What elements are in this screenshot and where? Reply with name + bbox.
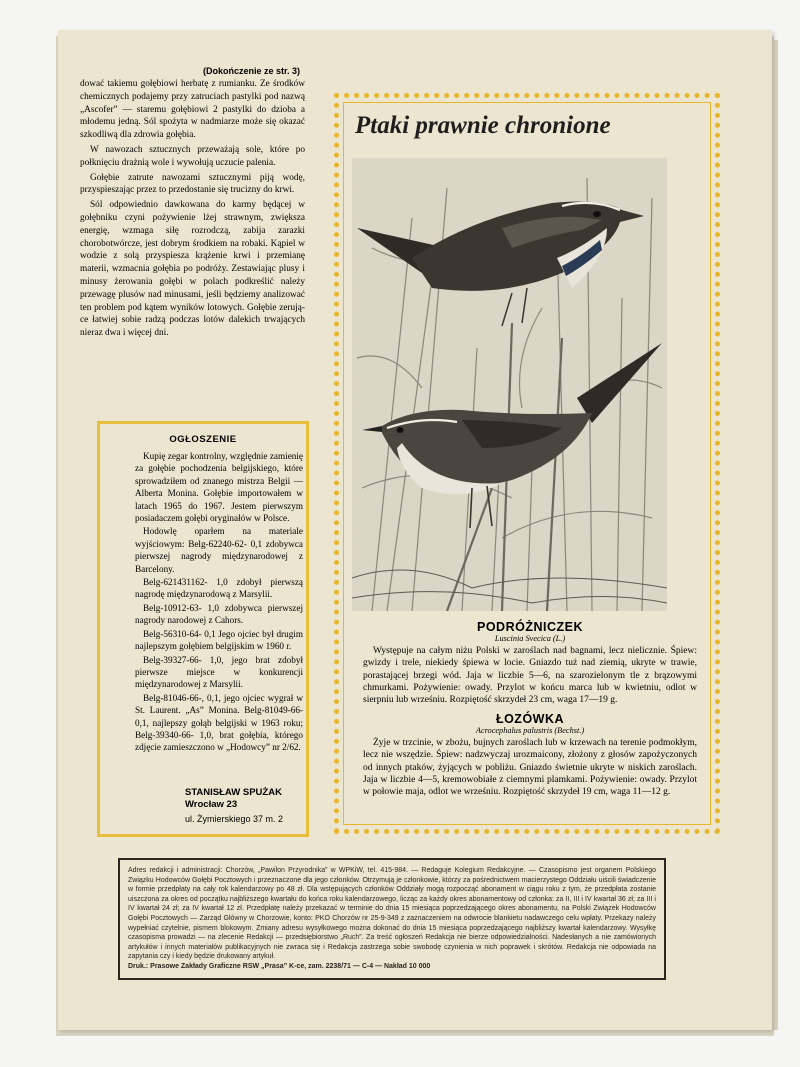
advertisement-paragraph: Belg-621431162- 1,0 zdobył pierwszą nagrodę międzynarodową z Marsylii. <box>135 577 303 600</box>
advertisement-paragraph: Belg-56310-64- 0,1 Jego ojciec był drugim najlepszym gołębiem belgijskim w 1960 r. <box>135 628 303 652</box>
species-name: ŁOZÓWKA <box>495 712 565 726</box>
advertisement-box <box>97 421 309 837</box>
advertisement-paragraph: Belg-81046-66-, 0,1, jego ojciec wygrał w St. Laurent. „As” Monina. Belg-81049-66- 0,1, najlepszy gołąb belgijski w 1963 roku; Belg-39340-66- 1,0, brat gołębia, którego zdjęcie zamieszczono w „Hodowcy” nr 2/62. <box>135 692 303 753</box>
advertisement-paragraph: Hodowlę oparłem na materiale wyjściowym: Belg-62240-62- 0,1 zdobywca pierwszej nagrody międzynarodowej z Barcelony. <box>135 526 303 574</box>
species-podrozniczek <box>363 620 697 706</box>
imprint-print-line: Druk.: Prasowe Zakłady Graficzne RSW „Prasa” K-ce, zam. 2238/71 — C-4 — Nakład 10 000 <box>128 962 431 970</box>
birds-illustration <box>352 158 667 611</box>
species-description: Występuje na całym niżu Polski w zaroślach nad bagnami, lecz nielicznie. Śpiew: gwizdy i trele, niekiedy śpiewa w locie. Gniazdo tuż nad ziemią, ukryte w trawie, porastającej brzegi wód. Jaja w liczbie 5—6, na szarozielonym tle z brązowymi chmurkami. Pożywienie: owady. Przylot w końcu marca lub w kwietniu, odlot w sierpniu lub wrześniu. Rozpiętość skrzydeł 23 cm, waga 17—19 g. <box>363 646 697 706</box>
article-text <box>80 78 305 342</box>
advertiser-city: Wrocław 23 <box>185 799 238 810</box>
advertisement-paragraph: Belg-39327-66- 1,0, jego brat zdobył pierwsze miejsce w konkurencji międzynarodowej z Marsylii. <box>135 654 303 690</box>
advertisement-title: OGŁOSZENIE <box>169 434 237 445</box>
next-page-edge <box>772 40 778 1030</box>
protected-birds-title: Ptaki prawnie chronione <box>355 112 611 139</box>
advertiser-signature <box>185 787 305 811</box>
advertisement-paragraph: Kupię zegar kontrolny, względnie zamienię za gołębie pochodzenia belgijskiego, które sprowadziłem od znanego mistrza Belgii — Alberta Monina. Gołębie importowałem w latach 1965 do 1967. Jestem pierwszym posiadaczem gołębi oryginałów w Polsce. <box>135 451 303 524</box>
advertisement-paragraph: Belg-10912-63- 1,0 zdobywca pierwszej nagrody narodowej z Cahors. <box>135 602 303 626</box>
imprint-box <box>118 858 666 980</box>
species-description: Żyje w trzcinie, w zbożu, bujnych zaroślach lub w krzewach na terenie podmokłym, lecz nie wszędzie. Śpiew: nadzwyczaj urozmaicony, złożony z głosów zapożyczonych od innych ptaków, żyjących w pobliżu. Gniazdo świetnie ukryte w niskich zaroślach. Jaja w liczbie 4—5, kremowobiałe z ciemnymi plamkami. Pożywienie: owady. Przylot w połowie maja, odlot we wrześniu. Rozpiętość skrzydeł 19 cm, waga 11—12 g. <box>363 738 697 798</box>
species-latin-name: Luscinia Svecica (L.) <box>494 634 566 643</box>
article-paragraph: Gołębie zatrute nawozami sztucznymi piją wodę, przyspieszając przez to przedostanie się trucizny do krwi. <box>80 172 305 196</box>
article-paragraph: W nawozach sztucznych przeważają sole, które po połknięciu drażnią wole i wywołują uczucie palenia. <box>80 144 305 168</box>
species-lozowka <box>363 712 697 798</box>
advertiser-address: ul. Żymierskiego 37 m. 2 <box>185 814 284 824</box>
advertisement-body <box>135 450 303 755</box>
article-paragraph: Sól odpowiednio dawkowana do karmy będącej w gołębniku czyni pożywienie lżej strawnym, zwiększa energię, wzmaga siłę rozrodczą, zabija zarazki chorobotwórcze, jest dobrym środkiem na robaki. Kąpiel w wodzie z solą przyspiesza krążenie krwi i przemianę materii, wzmacnia gołębia po podróży. Zestawiając plusy i minusy żerowania gołębi w polach podkreślić należy przewagę plusów nad minusami, jeśli będziemy analizować ten problem pod kątem wyników lotowych. Gołębie zerują-ce łatwiej sobie radzą podczas lotów dalekich trwających nieraz dwa i więcej dni. <box>80 200 305 339</box>
species-name: PODRÓŻNICZEK <box>477 620 583 634</box>
continuation-note: (Dokończenie ze str. 3) <box>202 66 300 76</box>
advertiser-name: STANISŁAW SPUŻAK <box>185 787 282 798</box>
article-paragraph: dować takiemu gołębiowi herbatę z rumianku. Ze środków chemicznych podajemy przy zatruciach pastylki pod nazwą „Ascofer” — staremu gołębiowi 2 pastylki do dzioba a młodemu jedną. Sól spożyta w nadmiarze może się okazać szkodliwą dla zdrowia gołębia. <box>80 79 305 141</box>
imprint-text: Adres redakcji i administracji: Chorzów, „Pawilon Przyrodnika” w WPKiW, tel. 415-984. — Redaguje Kolegium Redakcyjne. — Czasopismo jest organem Polskiego Związku Hodowców Gołębi Pocztowych i przeznaczone dla jego członków. Otrzymują je członkowie, którzy za pośrednictwem macierzystego Oddziału uiścili świadczenie w formie przedpłaty na cały rok kalendarzowy po 48 zł. Dla wstępujących członków Oddziały mogą rozpocząć abonament w ciągu roku z tym, że przedpłata zostanie uiszczona za okres od początku najbliższego kwartału do końca roku kalendarzowego, licząc za każdy okres abonamentowy od członka: za II, III i IV kwartał 36 zł; za III i IV kwartał 24 zł; za IV kwartał 12 zł. Przedpłatę należy przekazać w terminie do dnia 15 miesiąca poprzedzającego okres abonamentu, na Polski Związek Hodowców Gołębi Pocztowych — Zarząd Główny w Chorzowie, konto: PKO Chorzów nr 25-9-349 z zaznaczeniem na odwrocie blankietu nadawczego celu wpłaty. Przekazy należy wypełniać czytelnie, pismem blokowym. Zmiany adresu wysyłkowego można dokonać do dnia 15 miesiąca poprzedzającego najbliższy kwartał kalendarzowy. Wysyłkę czasopisma prowadzi — na zlecenie Redakcji — przedsiębiorstwo „Ruch”. Za treść ogłoszeń Redakcja nie bierze odpowiedzialności. Nadesłanych a nie zamówionych artykułów i innych materiałów publikacyjnych nie zwraca się i Redakcja zastrzega sobie swobodę czynienia w nich poprawek i skrótów. Redakcja nie odpowiada na zapytania czy i kiedy będzie drukowany artykuł. <box>128 867 656 961</box>
species-latin-name: Acrocephalus palustris (Bechst.) <box>475 726 585 735</box>
